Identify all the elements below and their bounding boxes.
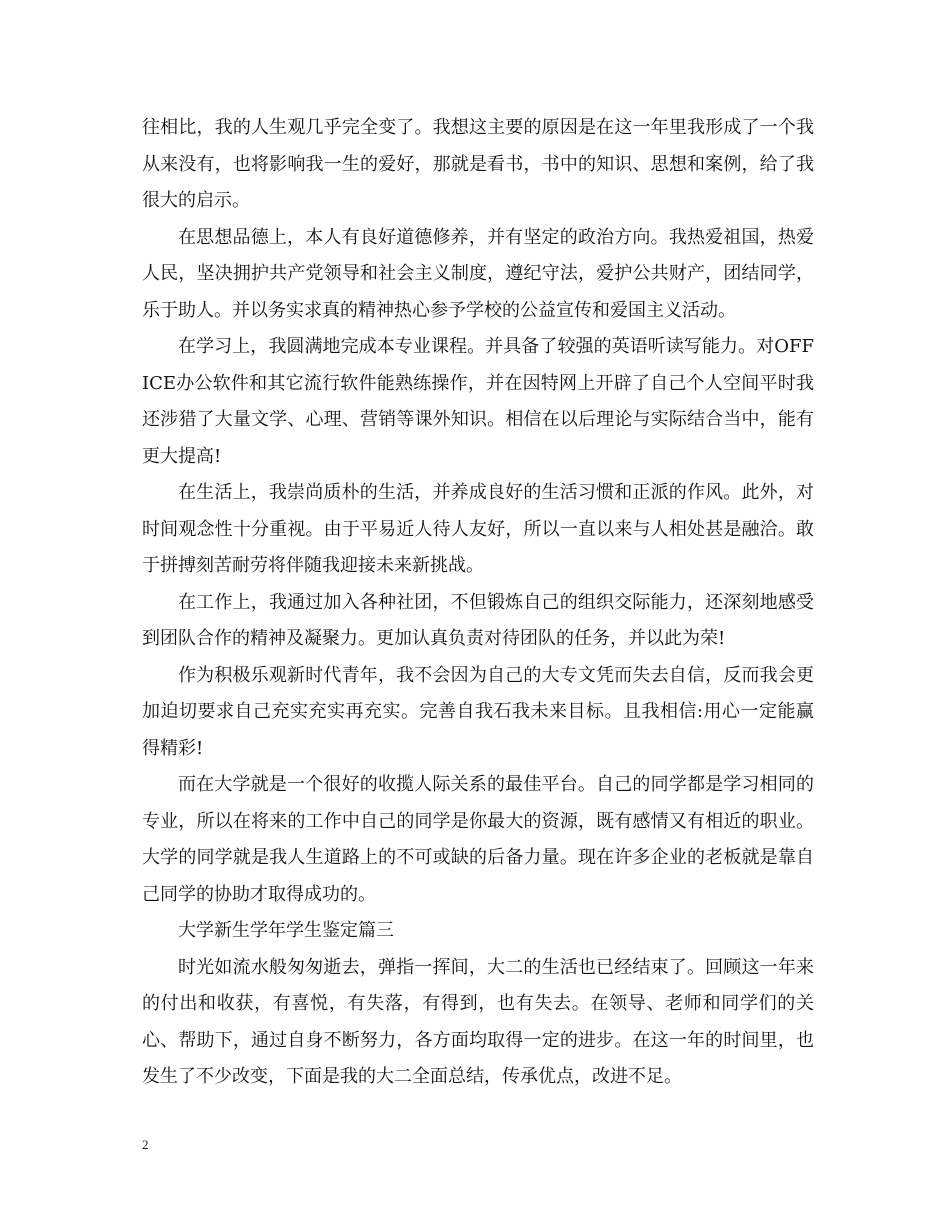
paragraph-confidence: 作为积极乐观新时代青年，我不会因为自己的大专文凭而失去自信，反而我会更加迫切要求自己充实充实再充实。完善自我石我未来目标。且我相信:用心一定能赢得精彩!	[142, 664, 814, 759]
paragraph-continuation: 往相比，我的人生观几乎完全变了。我想这主要的原因是在这一年里我形成了一个我从来没有，也将影响我一生的爱好，那就是看书，书中的知识、思想和案例，给了我很大的启示。	[142, 117, 814, 211]
paragraph-second-year-summary: 时光如流水般匆匆逝去，弹指一挥间，大二的生活也已经结束了。回顾这一年来的付出和收获，有喜悦，有失落，有得到，也有失去。在领导、老师和同学们的关心、帮助下，通过自身不断努力，各方面均取得一定的进步。在这一年的时间里，也发生了不少改变，下面是我的大二全面总结，传承优点，改进不足。	[142, 956, 814, 1087]
page-number: 2	[142, 1137, 149, 1152]
paragraph-life: 在生活上，我崇尚质朴的生活，并养成良好的生活习惯和正派的作风。此外，对时间观念性十分重视。由于平易近人待人友好，所以一直以来与人相处甚是融洽。敢于拼搏刻苦耐劳将伴随我迎接未来新挑战。	[142, 482, 814, 576]
section-heading: 大学新生学年学生鉴定篇三	[178, 920, 394, 941]
paragraph-classmates: 而在大学就是一个很好的收揽人际关系的最佳平台。自己的同学都是学习相同的专业，所以在将来的工作中自己的同学是你最大的资源，既有感情又有相近的职业。大学的同学就是我人生道路上的不可或缺的后备力量。现在许多企业的老板就是靠自己同学的协助才取得成功的。	[142, 774, 814, 905]
document-body	[142, 110, 814, 1096]
paragraph-moral-character: 在思想品德上，本人有良好道德修养，并有坚定的政治方向。我热爱祖国，热爱人民，坚决拥护共产党领导和社会主义制度，遵纪守法，爱护公共财产，团结同学，乐于助人。并以务实求真的精神热心参予学校的公益宣传和爱国主义活动。	[142, 226, 814, 321]
paragraph-study: 在学习上，我圆满地完成本专业课程。并具备了较强的英语听读写能力。对OFFICE办公软件和其它流行软件能熟练操作，并在因特网上开辟了自己个人空间平时我还涉猎了大量文学、心理、营销等课外知识。相信在以后理论与实际结合当中，能有更大提高!	[142, 336, 814, 467]
paragraph-work: 在工作上，我通过加入各种社团，不但锻炼自己的组织交际能力，还深刻地感受到团队合作的精神及凝聚力。更加认真负责对待团队的任务，并以此为荣!	[142, 591, 814, 649]
